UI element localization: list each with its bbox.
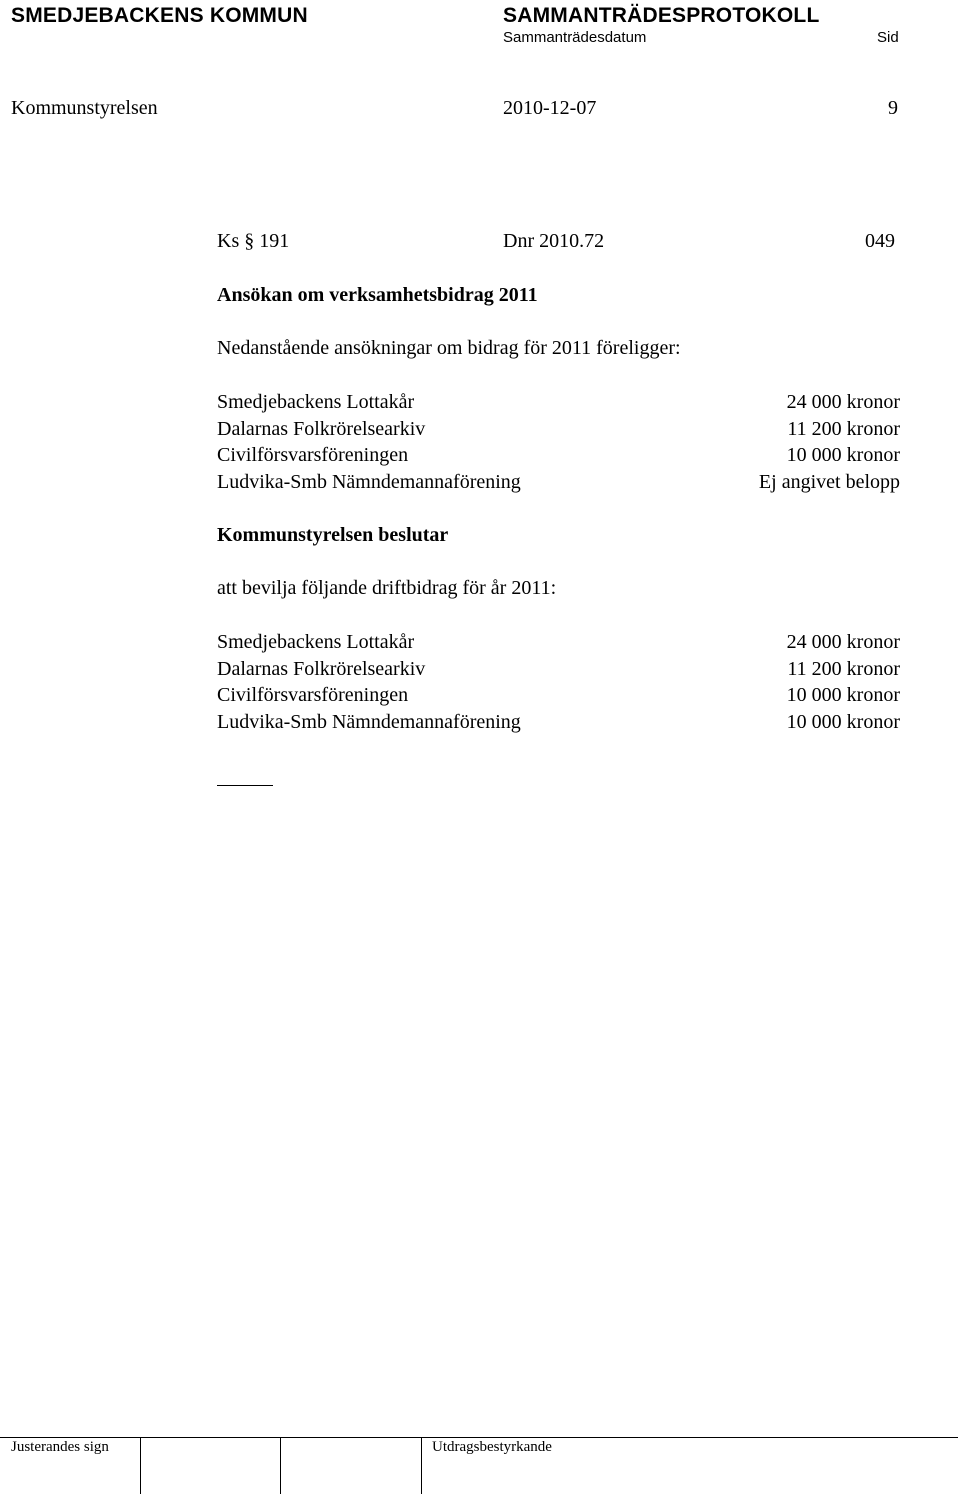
section-symbol: § xyxy=(244,230,255,252)
case-ks-reference xyxy=(217,230,289,253)
organization-name: SMEDJEBACKENS KOMMUN xyxy=(11,4,308,27)
decision-heading: Kommunstyrelsen beslutar xyxy=(217,524,449,546)
grant-name: Dalarnas Folkrörelsearkiv xyxy=(217,657,426,680)
document-type: SAMMANTRÄDESPROTOKOLL xyxy=(503,4,820,27)
application-name: Smedjebackens Lottakår xyxy=(217,391,415,413)
list-item xyxy=(217,416,900,443)
application-name: Dalarnas Folkrörelsearkiv xyxy=(217,417,426,440)
application-name: Civilförsvarsföreningen xyxy=(217,444,409,467)
adjuster-sign-label: Justerandes sign xyxy=(11,1439,109,1455)
intro-text: Nedanstående ansökningar om bidrag för 2011 föreligger: xyxy=(217,337,681,359)
date-label: Sammanträdesdatum xyxy=(503,29,647,46)
page-number: 9 xyxy=(888,97,898,119)
grant-amount: 24 000 kronor xyxy=(786,631,900,653)
meeting-date: 2010-12-07 xyxy=(503,97,597,119)
section-end-rule xyxy=(217,785,273,786)
case-dnr: Dnr 2010.72 xyxy=(503,230,605,252)
list-item xyxy=(217,389,900,416)
footer-sign-box-divider xyxy=(421,1438,422,1494)
page-label: Sid xyxy=(877,29,899,46)
grant-name: Ludvika-Smb Nämndemannaförening xyxy=(217,710,521,733)
footer-sign-box-divider xyxy=(140,1438,141,1494)
application-amount: 10 000 kronor xyxy=(786,444,900,467)
ks-number: 191 xyxy=(259,230,290,252)
grant-name: Smedjebackens Lottakår xyxy=(217,631,415,653)
applications-list xyxy=(217,389,900,495)
list-item xyxy=(217,656,900,683)
list-item xyxy=(217,682,900,709)
list-item xyxy=(217,442,900,469)
application-name: Ludvika-Smb Nämndemannaförening xyxy=(217,470,521,493)
application-amount: Ej angivet belopp xyxy=(758,470,900,493)
case-code: 049 xyxy=(865,230,895,252)
list-item xyxy=(217,709,900,736)
grant-amount: 10 000 kronor xyxy=(786,710,900,733)
decision-intro: att bevilja följande driftbidrag för år 2011: xyxy=(217,577,557,599)
footer-sign-box-divider xyxy=(280,1438,281,1494)
grant-amount: 11 200 kronor xyxy=(787,657,900,680)
committee-name: Kommunstyrelsen xyxy=(11,97,158,119)
extract-certification-label: Utdragsbestyrkande xyxy=(432,1439,552,1455)
grants-list xyxy=(217,629,900,735)
application-amount: 11 200 kronor xyxy=(787,417,900,440)
footer-divider xyxy=(0,1437,958,1438)
page-title: Ansökan om verksamhetsbidrag 2011 xyxy=(217,284,538,306)
list-item xyxy=(217,629,900,656)
ks-prefix: Ks xyxy=(217,230,240,252)
application-amount: 24 000 kronor xyxy=(786,391,900,413)
grant-name: Civilförsvarsföreningen xyxy=(217,684,409,707)
grant-amount: 10 000 kronor xyxy=(786,684,900,707)
list-item xyxy=(217,469,900,496)
